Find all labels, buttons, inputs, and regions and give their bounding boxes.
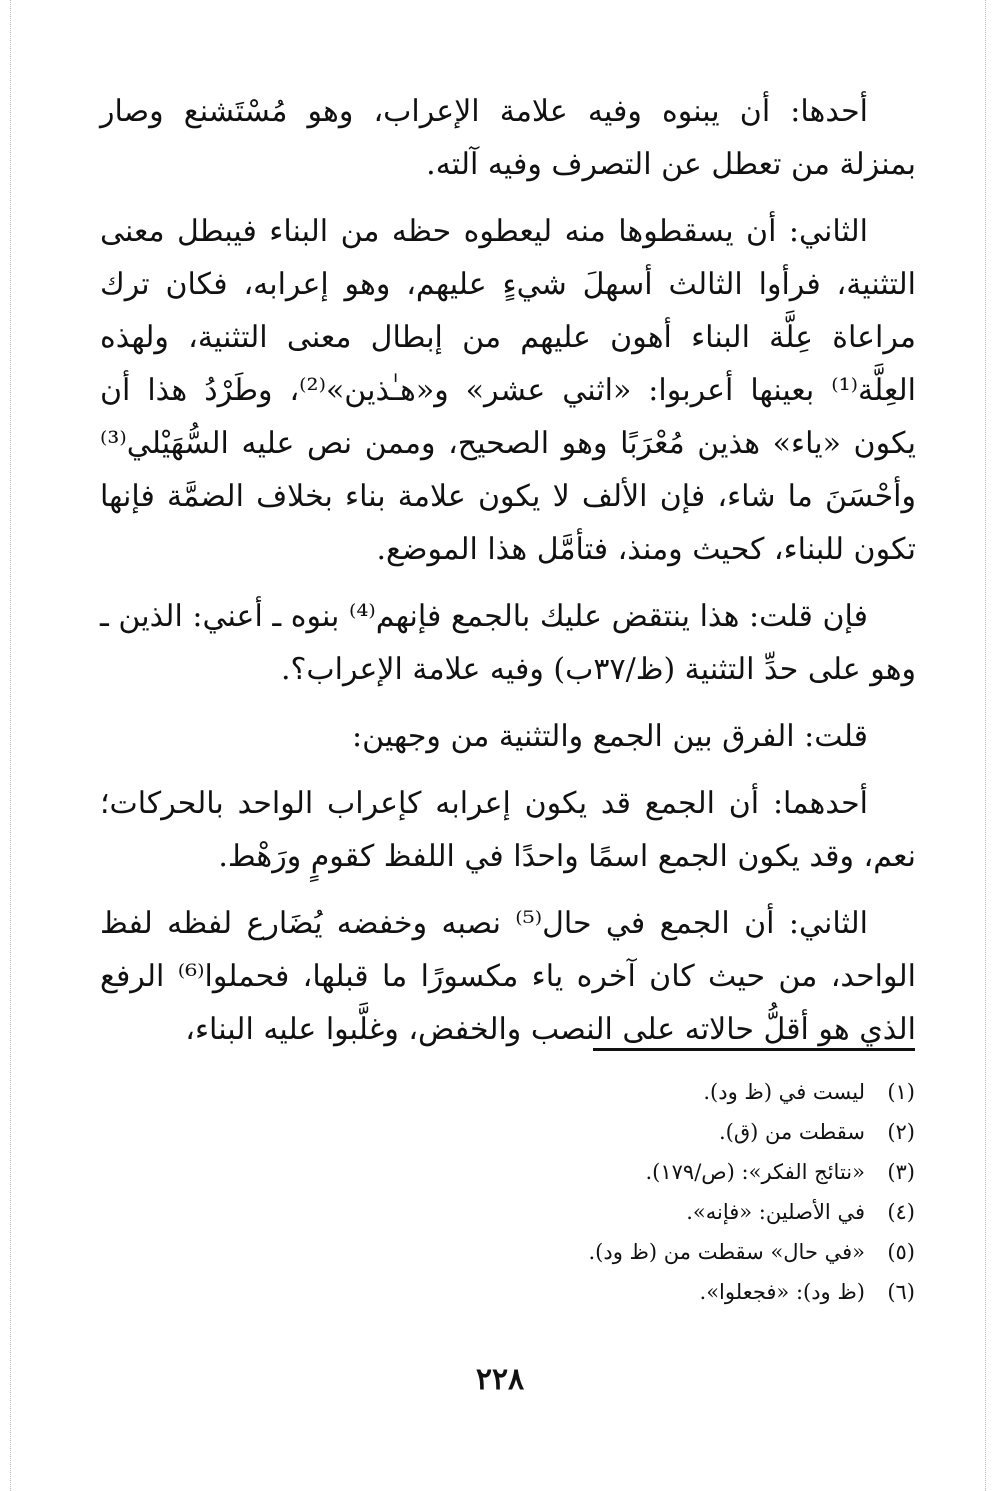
paragraph-3: فإن قلت: هذا ينتقض عليك بالجمع فإنهم⁽⁴⁾ بنوه ـ أعني: الذين ـ وهو على حدِّ التثنية (ظ/٣٧ب) وفيه علامة الإعراب؟. xyxy=(100,599,916,687)
paragraph-1: أحدها: أن يبنوه وفيه علامة الإعراب، وهو مُسْتَشنع وصار بمنزلة من تعطل عن التصرف وفيه آلته. xyxy=(100,94,916,182)
footnote-1 xyxy=(300,1072,915,1112)
main-text xyxy=(100,85,916,1056)
footnote-number: (٢) xyxy=(887,1120,915,1144)
footnote-6 xyxy=(300,1272,915,1312)
paragraph-6: الثاني: أن الجمع في حال⁽⁵⁾ نصبه وخفضه يُضَارع لفظه لفظ الواحد، من حيث كان آخره ياء مكسورًا ما قبلها، فحملوا⁽⁶⁾ الرفع الذي هو أقلُّ حالاته على النصب والخفض، وغلَّبوا عليه البناء، xyxy=(100,906,916,1047)
footnote-text: ليست في (ظ ود). xyxy=(703,1080,865,1104)
footnote-text: «في حال» سقطت من (ظ ود). xyxy=(588,1240,865,1264)
footnote-number: (٤) xyxy=(887,1200,915,1224)
footnote-number: (٦) xyxy=(887,1280,915,1304)
footnote-text: (ظ ود): «فجعلوا». xyxy=(699,1280,865,1304)
scan-border-right xyxy=(985,0,986,1491)
footnote-text: في الأصلين: «فإنه». xyxy=(686,1200,865,1224)
footnote-5 xyxy=(300,1232,915,1272)
footnote-4 xyxy=(300,1192,915,1232)
footnote-2 xyxy=(300,1112,915,1152)
paragraph-4: قلت: الفرق بين الجمع والتثنية من وجهين: xyxy=(352,719,868,754)
paragraph-2: الثاني: أن يسقطوها منه ليعطوه حظه من البناء فيبطل معنى التثنية، فرأوا الثالث أسهلَ شيءٍ عليهم، وهو إعرابه، فكان ترك مراعاة عِلَّة البناء أهون عليهم من إبطال معنى التثنية، ولهذه العِلَّة⁽¹⁾ بعينها أعربوا: «اثني عشر» و«هـٰذين»⁽²⁾، وطَرْدُ هذا أن يكون «ياء» هذين مُعْرَبًا وهو الصحيح، وممن نص عليه السُّهَيْلي⁽³⁾ وأحْسَنَ ما شاء، فإن الألف لا يكون علامة بناء بخلاف الضمَّة فإنها تكون للبناء، كحيث ومنذ، فتأمَّل هذا الموضع. xyxy=(100,214,916,567)
footnote-text: «نتائج الفكر»: (ص/١٧٩). xyxy=(645,1160,865,1184)
footnote-number: (٥) xyxy=(887,1240,915,1264)
footnote-text: سقطت من (ق). xyxy=(718,1120,865,1144)
footnote-3 xyxy=(300,1152,915,1192)
scan-border-left xyxy=(10,0,11,1491)
page-number: ٢٢٨ xyxy=(475,1362,525,1397)
footnotes xyxy=(300,1072,915,1312)
footnote-number: (٣) xyxy=(887,1160,915,1184)
paragraph-5: أحدهما: أن الجمع قد يكون إعرابه كإعراب الواحد بالحركات؛ نعم، وقد يكون الجمع اسمًا واحدًا في اللفظ كقومٍ ورَهْط. xyxy=(100,786,916,874)
footnote-separator xyxy=(593,1048,915,1051)
footnote-number: (١) xyxy=(887,1080,915,1104)
